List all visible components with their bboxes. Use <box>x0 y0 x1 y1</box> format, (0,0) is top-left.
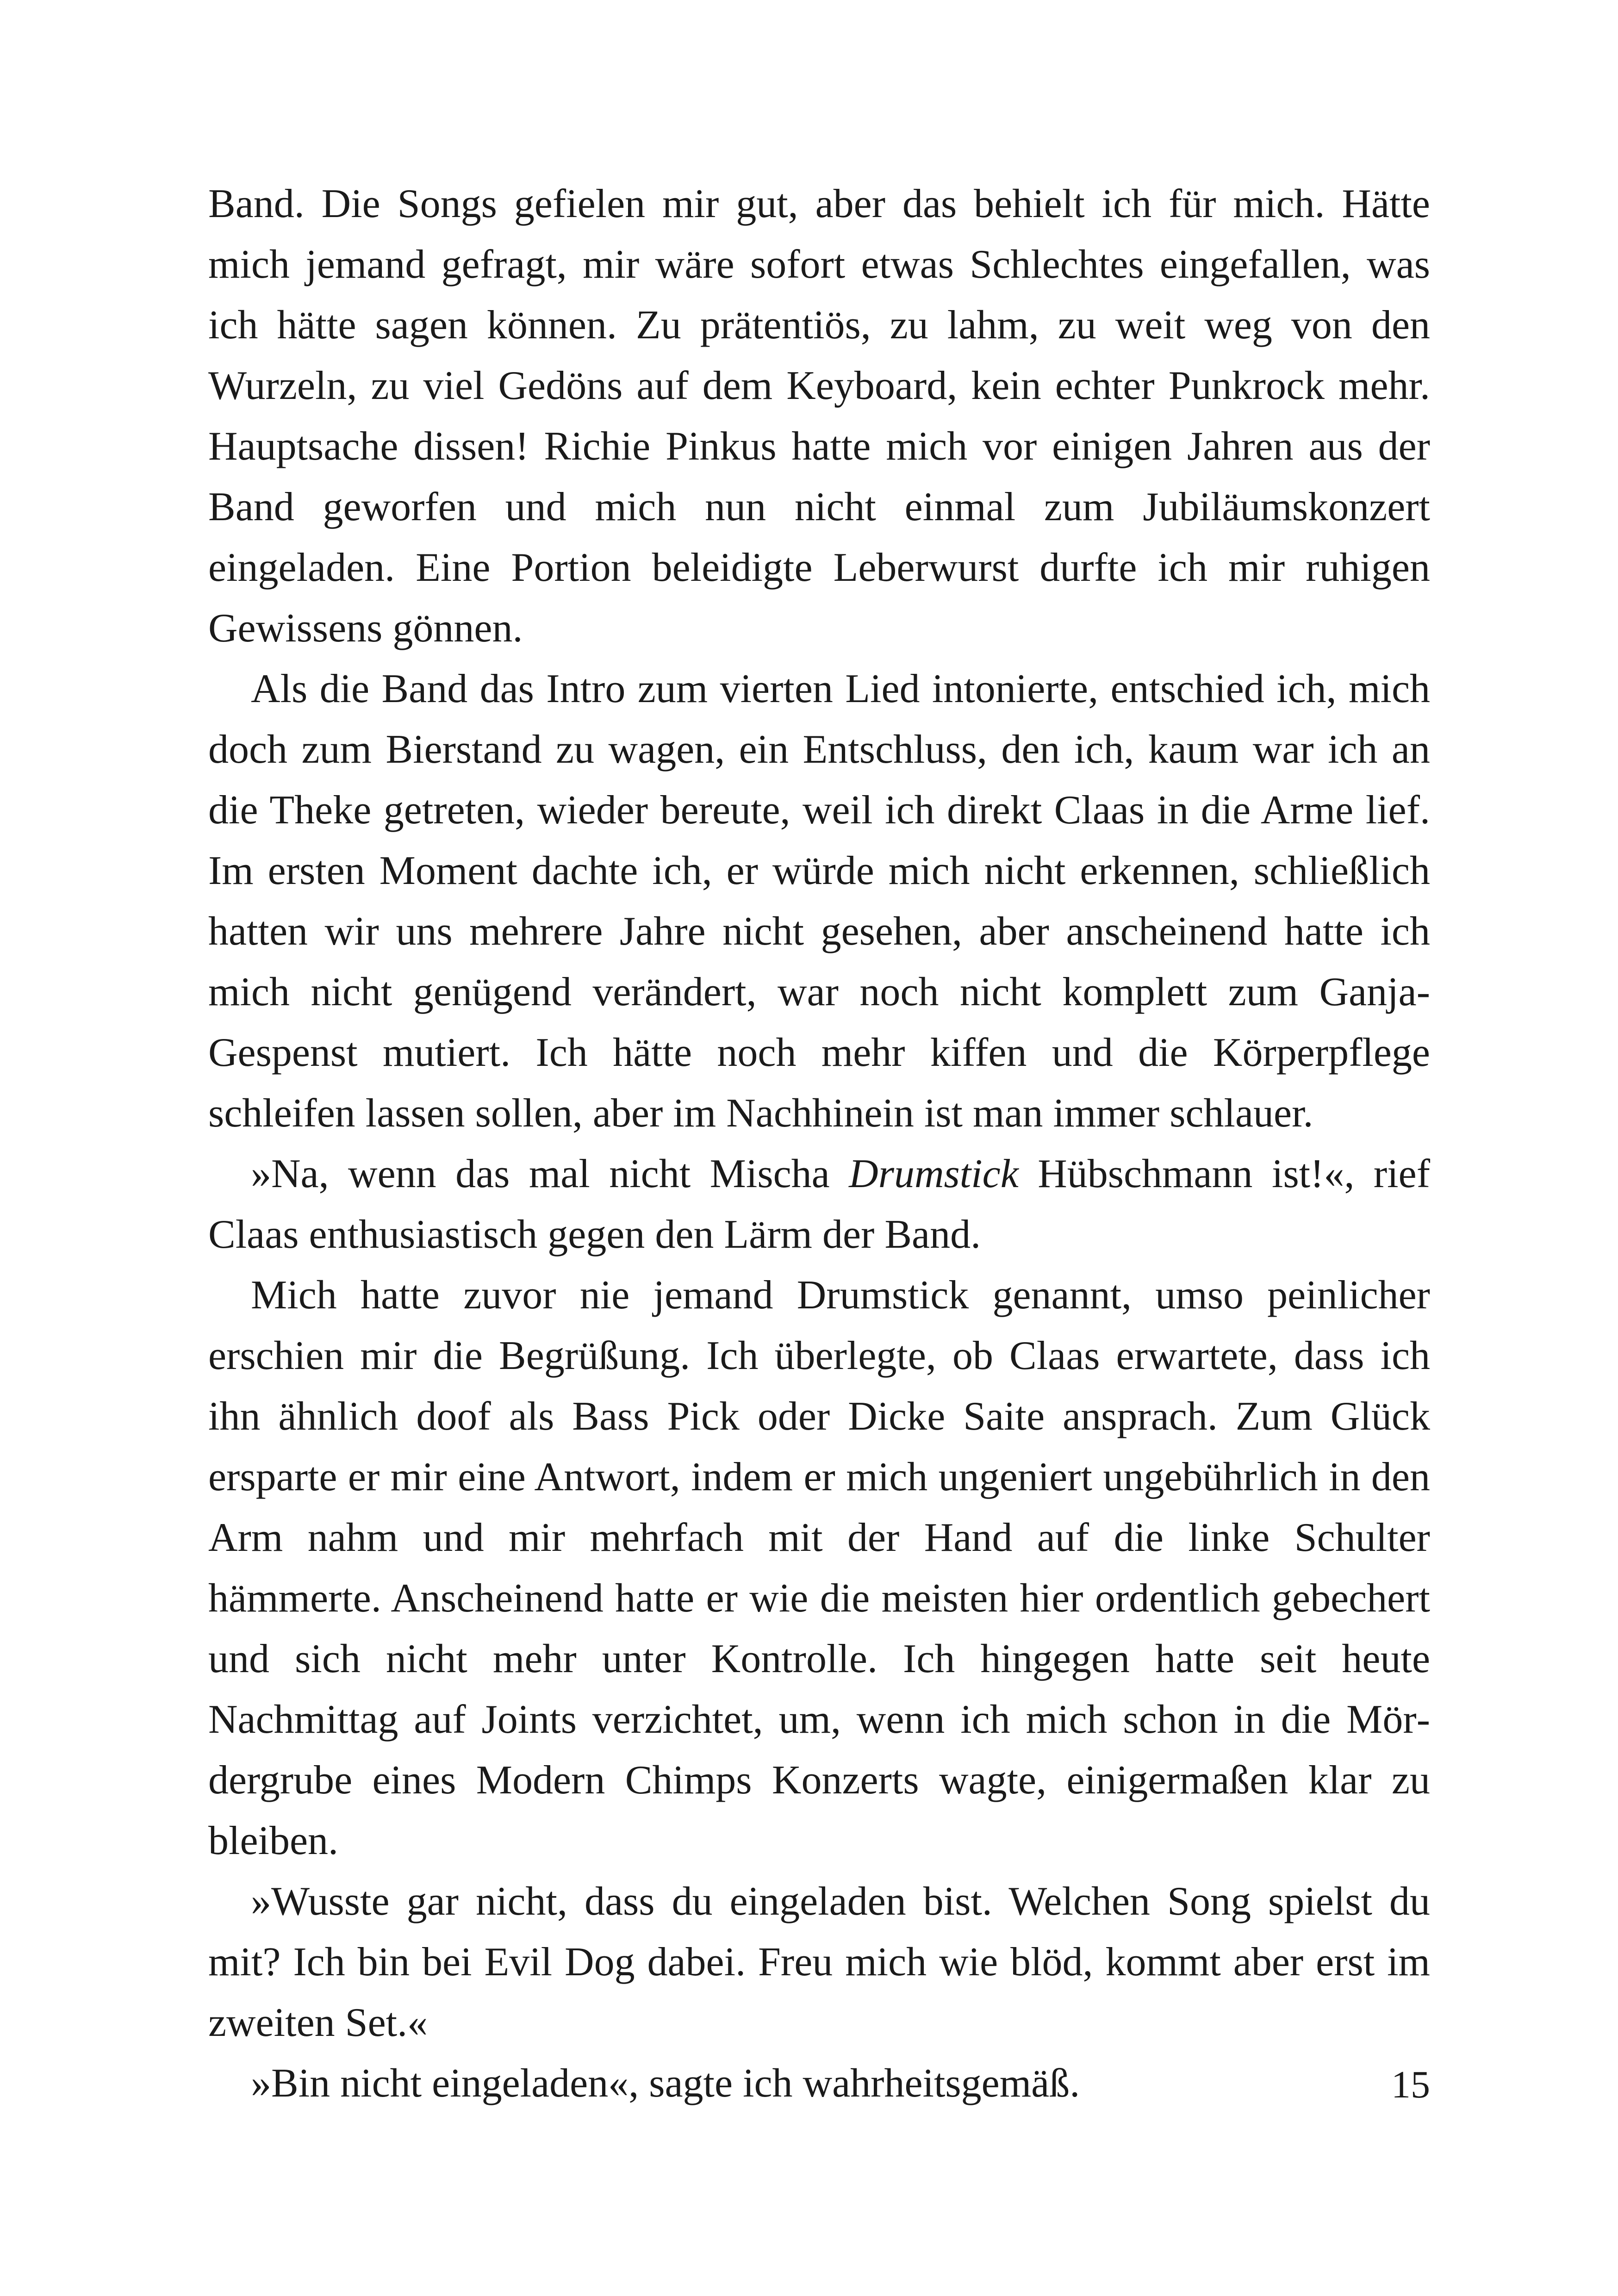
paragraph-1: Band. Die Songs gefielen mir gut, aber das behielt ich für mich. Hätte mich jemand gefragt, mir wäre sofort etwas Schlechtes eingefallen, was ich hätte sagen können. Zu prätentiös, zu lahm, zu weit weg von den Wurzeln, zu viel Gedöns auf dem Keyboard, kein echter Punkrock mehr. Hauptsache dissen! Richie Pinkus hatte mich vor einigen Jahren aus der Band geworfen und mich nun nicht einmal zum Jubiläumskonzert eingeladen. Eine Portion beleidigte Leberwurst durfte ich mir ruhigen Gewissens gönnen. <box>208 181 1430 651</box>
paragraph-6: »Bin nicht eingeladen«, sagte ich wahrheitsgemäß. <box>251 2061 1080 2106</box>
paragraph-3-start: »Na, wenn das mal nicht Mischa <box>251 1151 849 1196</box>
paragraph-3-end: Hübschmann ist!«, rief Claas enthusiastisch gegen den Lärm der Band. <box>208 1151 1430 1257</box>
page-number: 15 <box>1391 2063 1430 2106</box>
paragraph-3 <box>208 1144 1430 1265</box>
paragraph-4: Mich hatte zuvor nie jemand Drumstick genannt, umso peinlicher erschien mir die Begrüßung. Ich überlegte, ob Claas erwartete, dass ich ihn ähnlich doof als Bass Pick oder Dicke Saite ansprach. Zum Glück ersparte er mir eine Antwort, indem er mich ungeniert ungebührlich in den Arm nahm und mir mehrfach mit der Hand auf die linke Schulter hämmerte. Anscheinend hatte er wie die meisten hier ordentlich gebechert und sich nicht mehr unter Kontrolle. Ich hingegen hatte seit heute Nachmittag auf Joints verzichtet, um, wenn ich mich schon in die Mördergrube eines Modern Chimps Konzerts wagte, einigermaßen klar zu bleiben. <box>208 1273 1430 1863</box>
page-body <box>208 174 1430 2114</box>
paragraph-5: »Wusste gar nicht, dass du eingeladen bist. Welchen Song spielst du mit? Ich bin bei Evil Dog dabei. Freu mich wie blöd, kommt aber erst im zweiten Set.« <box>208 1879 1430 2045</box>
paragraph-2: Als die Band das Intro zum vierten Lied intonierte, entschied ich, mich doch zum Bierstand zu wagen, ein Entschluss, den ich, kaum war ich an die Theke getreten, wieder bereute, weil ich direkt Claas in die Arme lief. Im ersten Moment dachte ich, er würde mich nicht erkennen, schließlich hatten wir uns mehrere Jahre nicht gesehen, aber anscheinend hatte ich mich nicht genügend verändert, war noch nicht komplett zum Ganja-Gespenst mutiert. Ich hätte noch mehr kiffen und die Körperpflege schleifen lassen sollen, aber im Nachhinein ist man immer schlauer. <box>208 666 1430 1136</box>
italic-nickname: Drumstick <box>849 1151 1019 1196</box>
